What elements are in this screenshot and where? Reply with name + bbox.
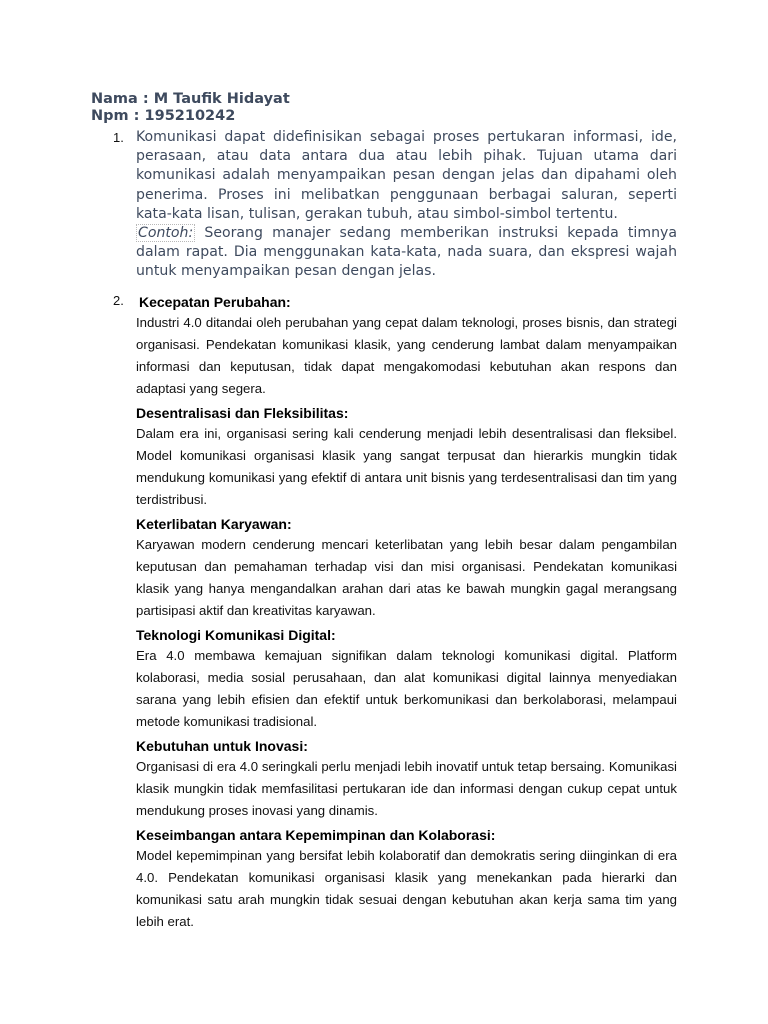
section-heading: Kebutuhan untuk Inovasi: [136, 737, 308, 754]
answer-item-1 [111, 128, 677, 282]
section-body: Dalam era ini, organisasi sering kali cenderung menjadi lebih desentralisasi dan fleksibel. Model komunikasi organisasi klasik yang sangat terpusat dan hierarkis mungkin tidak mendukung komunikasi yang efektif di antara unit bisnis yang terdesentralisasi dan tim yang terdistribusi. [136, 425, 677, 507]
example-label: Contoh: [138, 225, 194, 242]
section-body: Industri 4.0 ditandai oleh perubahan yang cepat dalam teknologi, proses bisnis, dan strategi organisasi. Pendekatan komunikasi klasik, yang cenderung lambat dalam menyampaikan informasi dan keputusan, tidak dapat mengakomodasi kebutuhan akan respons dan adaptasi yang segera. [136, 314, 677, 396]
section-heading: Keterlibatan Karyawan: [136, 515, 292, 532]
example-text: Seorang manajer sedang memberikan instruksi kepada timnya dalam rapat. Dia menggunakan kata-kata, nada suara, dan ekspresi wajah untuk menyampaikan pesan dengan jelas. [136, 225, 677, 280]
section-heading: Keseimbangan antara Kepemimpinan dan Kolaborasi: [136, 826, 496, 843]
student-header [91, 91, 290, 125]
answer-list [111, 128, 677, 935]
student-name: Nama : M Taufik Hidayat [91, 91, 290, 107]
section-body: Era 4.0 membawa kemajuan signifikan dalam teknologi komunikasi digital. Platform kolaborasi, media sosial perusahaan, dan alat komunikasi digital lainnya menyediakan sarana yang lebih efisien dan efektif untuk berkomunikasi dan berkolaborasi, melampaui metode komunikasi tradisional. [136, 647, 677, 729]
answer-item-2 [111, 291, 677, 933]
section-body: Organisasi di era 4.0 seringkali perlu menjadi lebih inovatif untuk tetap bersaing. Komunikasi klasik mungkin tidak memfasilitasi pertukaran ide dan informasi dengan cukup cepat untuk mendukung proses inovasi yang dinamis. [136, 758, 677, 818]
section-body: Model kepemimpinan yang bersifat lebih kolaboratif dan demokratis sering diinginkan di era 4.0. Pendekatan komunikasi organisasi klasik yang menekankan pada hierarki dan komunikasi satu arah mungkin tidak sesuai dengan kebutuhan akan kerja sama tim yang lebih erat. [136, 847, 677, 929]
item-number-1: 1. [113, 130, 124, 145]
section-body: Karyawan modern cenderung mencari keterlibatan yang lebih besar dalam pengambilan keputusan dan pemahaman terhadap visi dan misi organisasi. Pendekatan komunikasi klasik yang hanya mengandalkan arahan dari atas ke bawah mungkin gagal merangsang partisipasi aktif dan kreativitas karyawan. [136, 536, 677, 618]
section-heading: Desentralisasi dan Fleksibilitas: [136, 404, 349, 421]
student-npm: Npm : 195210242 [91, 108, 236, 124]
section-heading: Kecepatan Perubahan: [139, 293, 291, 310]
example-paragraph [136, 224, 677, 282]
section-heading: Teknologi Komunikasi Digital: [136, 626, 336, 643]
definition-paragraph: Komunikasi dapat didefinisikan sebagai proses pertukaran informasi, ide, perasaan, atau data antara dua atau lebih pihak. Tujuan utama dari komunikasi adalah menyampaikan pesan dengan jelas dan dipahami oleh penerima. Proses ini melibatkan penggunaan berbagai saluran, seperti kata-kata lisan, tulisan, gerakan tubuh, atau simbol-simbol tertentu. [136, 129, 677, 222]
item-number-2: 2. [113, 292, 124, 308]
